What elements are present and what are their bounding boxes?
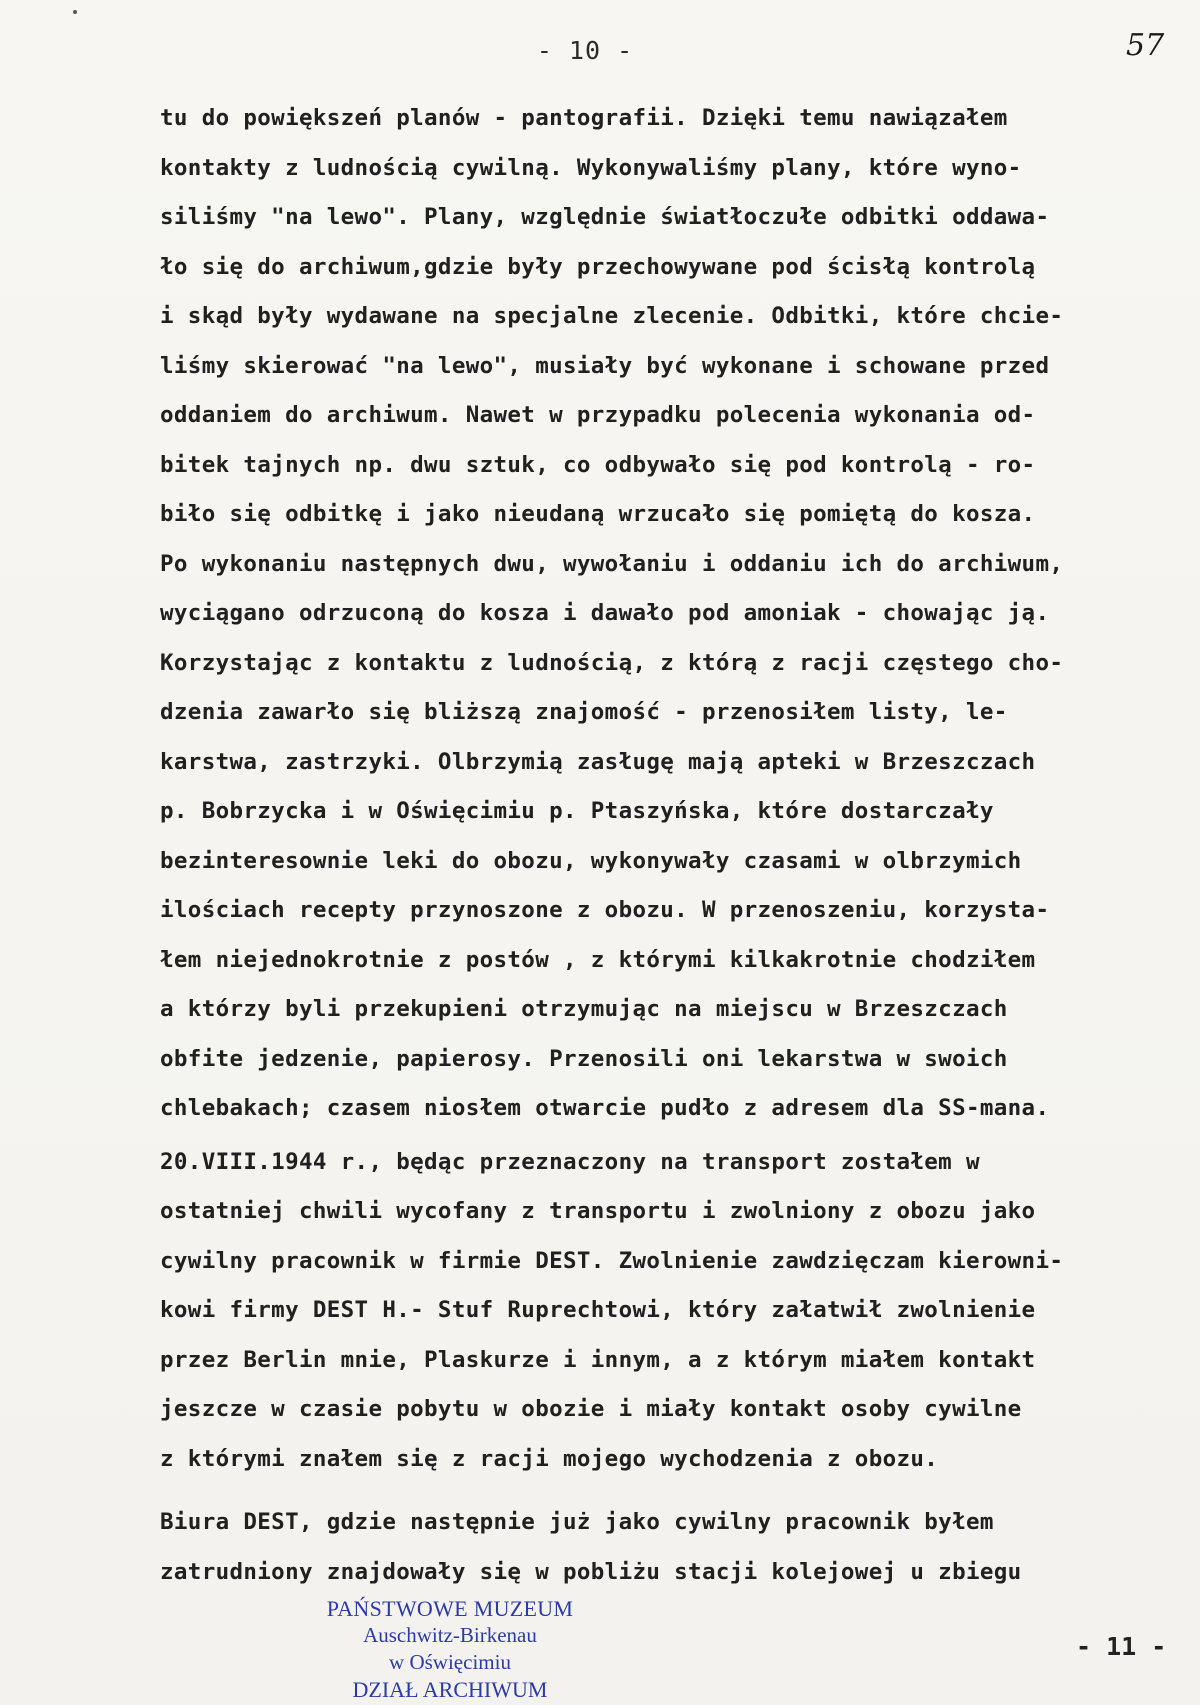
text-line: a którzy byli przekupieni otrzymując na miejscu w Brzeszczach (160, 996, 1008, 1022)
text-line: liśmy skierować "na lewo", musiały być wykonane i schowane przed (160, 352, 1050, 379)
text-line: 20.VIII.1944 r., będąc przeznaczony na transport zostałem w (160, 1148, 980, 1175)
text-line: ostatniej chwili wycofany z transportu i zwolniony z obozu jako (160, 1198, 1036, 1224)
text-line: ło się do archiwum,gdzie były przechowywane pod ścisłą kontrolą (160, 253, 1036, 280)
text-line: zatrudniony znajdowały się w pobliżu stacji kolejowej u zbiegu (160, 1558, 1022, 1585)
text-line: kowi firmy DEST H.- Stuf Ruprechtowi, który załatwił zwolnienie (160, 1297, 1036, 1323)
text-line: chlebakach; czasem niosłem otwarcie pudło z adresem dla SS-mana. (160, 1095, 1050, 1121)
stamp-line: PAŃSTWOWE MUZEUM (326, 1596, 574, 1621)
stamp-line: w Oświęcimiu (389, 1650, 511, 1674)
text-line: łem niejednokrotnie z postów , z którymi kilkakrotnie chodziłem (160, 946, 1036, 973)
text-line: i skąd były wydawane na specjalne zlecenie. Odbitki, które chcie- (160, 303, 1064, 329)
typed-text-body (160, 94, 1160, 1597)
paragraph-gap (160, 1484, 1160, 1498)
text-line: karstwa, zastrzyki. Olbrzymią zasługę mają apteki w Brzeszczach (160, 748, 1036, 775)
text-line: bezinteresownie leki do obozu, wykonywały czasami w olbrzymich (160, 847, 1022, 874)
text-line: wyciągano odrzuconą do kosza i dawało pod amoniak - chowając ją. (160, 600, 1050, 626)
folio-number: 57 (1126, 28, 1165, 63)
text-line: bitek tajnych np. dwu sztuk, co odbywało się pod kontrolą - ro- (160, 451, 1036, 478)
archive-stamp (300, 1595, 600, 1703)
text-line: p. Bobrzycka i w Oświęcimiu p. Ptaszyńska, które dostarczały (160, 798, 994, 824)
next-page-marker: - 11 - (1076, 1632, 1167, 1661)
stamp-line: Auschwitz-Birkenau (363, 1623, 537, 1647)
text-line: tu do powiększeń planów - pantografii. Dzięki temu nawiązałem (160, 105, 1008, 131)
page-number: - 10 - (536, 36, 634, 65)
text-line: obfite jedzenie, papierosy. Przenosili oni lekarstwa w swoich (160, 1045, 1008, 1072)
text-line: ilościach recepty przynoszone z obozu. W przenoszeniu, korzysta- (160, 897, 1050, 923)
text-line: Po wykonaniu następnych dwu, wywołaniu i oddaniu ich do archiwum, (160, 550, 1064, 577)
text-line: jeszcze w czasie pobytu w obozie i miały kontakt osoby cywilne (160, 1396, 1022, 1422)
stray-dot (73, 10, 77, 14)
text-line: oddaniem do archiwum. Nawet w przypadku polecenia wykonania od- (160, 402, 1036, 428)
text-line: Biura DEST, gdzie następnie już jako cywilny pracownik byłem (160, 1509, 994, 1535)
text-line: z którymi znałem się z racji mojego wychodzenia z obozu. (160, 1445, 939, 1472)
text-line: dzenia zawarło się bliższą znajomość - przenosiłem listy, le- (160, 699, 1008, 725)
stamp-line: DZIAŁ ARCHIWUM (352, 1677, 548, 1702)
text-line: przez Berlin mnie, Plaskurze i innym, a z którym miałem kontakt (160, 1346, 1036, 1373)
text-line: biło się odbitkę i jako nieudaną wrzucało się pomiętą do kosza. (160, 501, 1036, 527)
text-line: kontakty z ludnością cywilną. Wykonywaliśmy plany, które wyno- (160, 154, 1022, 181)
text-line: cywilny pracownik w firmie DEST. Zwolnienie zawdzięczam kierowni- (160, 1247, 1064, 1274)
text-line: siliśmy "na lewo". Plany, względnie światłoczułe odbitki oddawa- (160, 204, 1050, 230)
text-line: Korzystając z kontaktu z ludnością, z którą z racji częstego cho- (160, 649, 1064, 676)
